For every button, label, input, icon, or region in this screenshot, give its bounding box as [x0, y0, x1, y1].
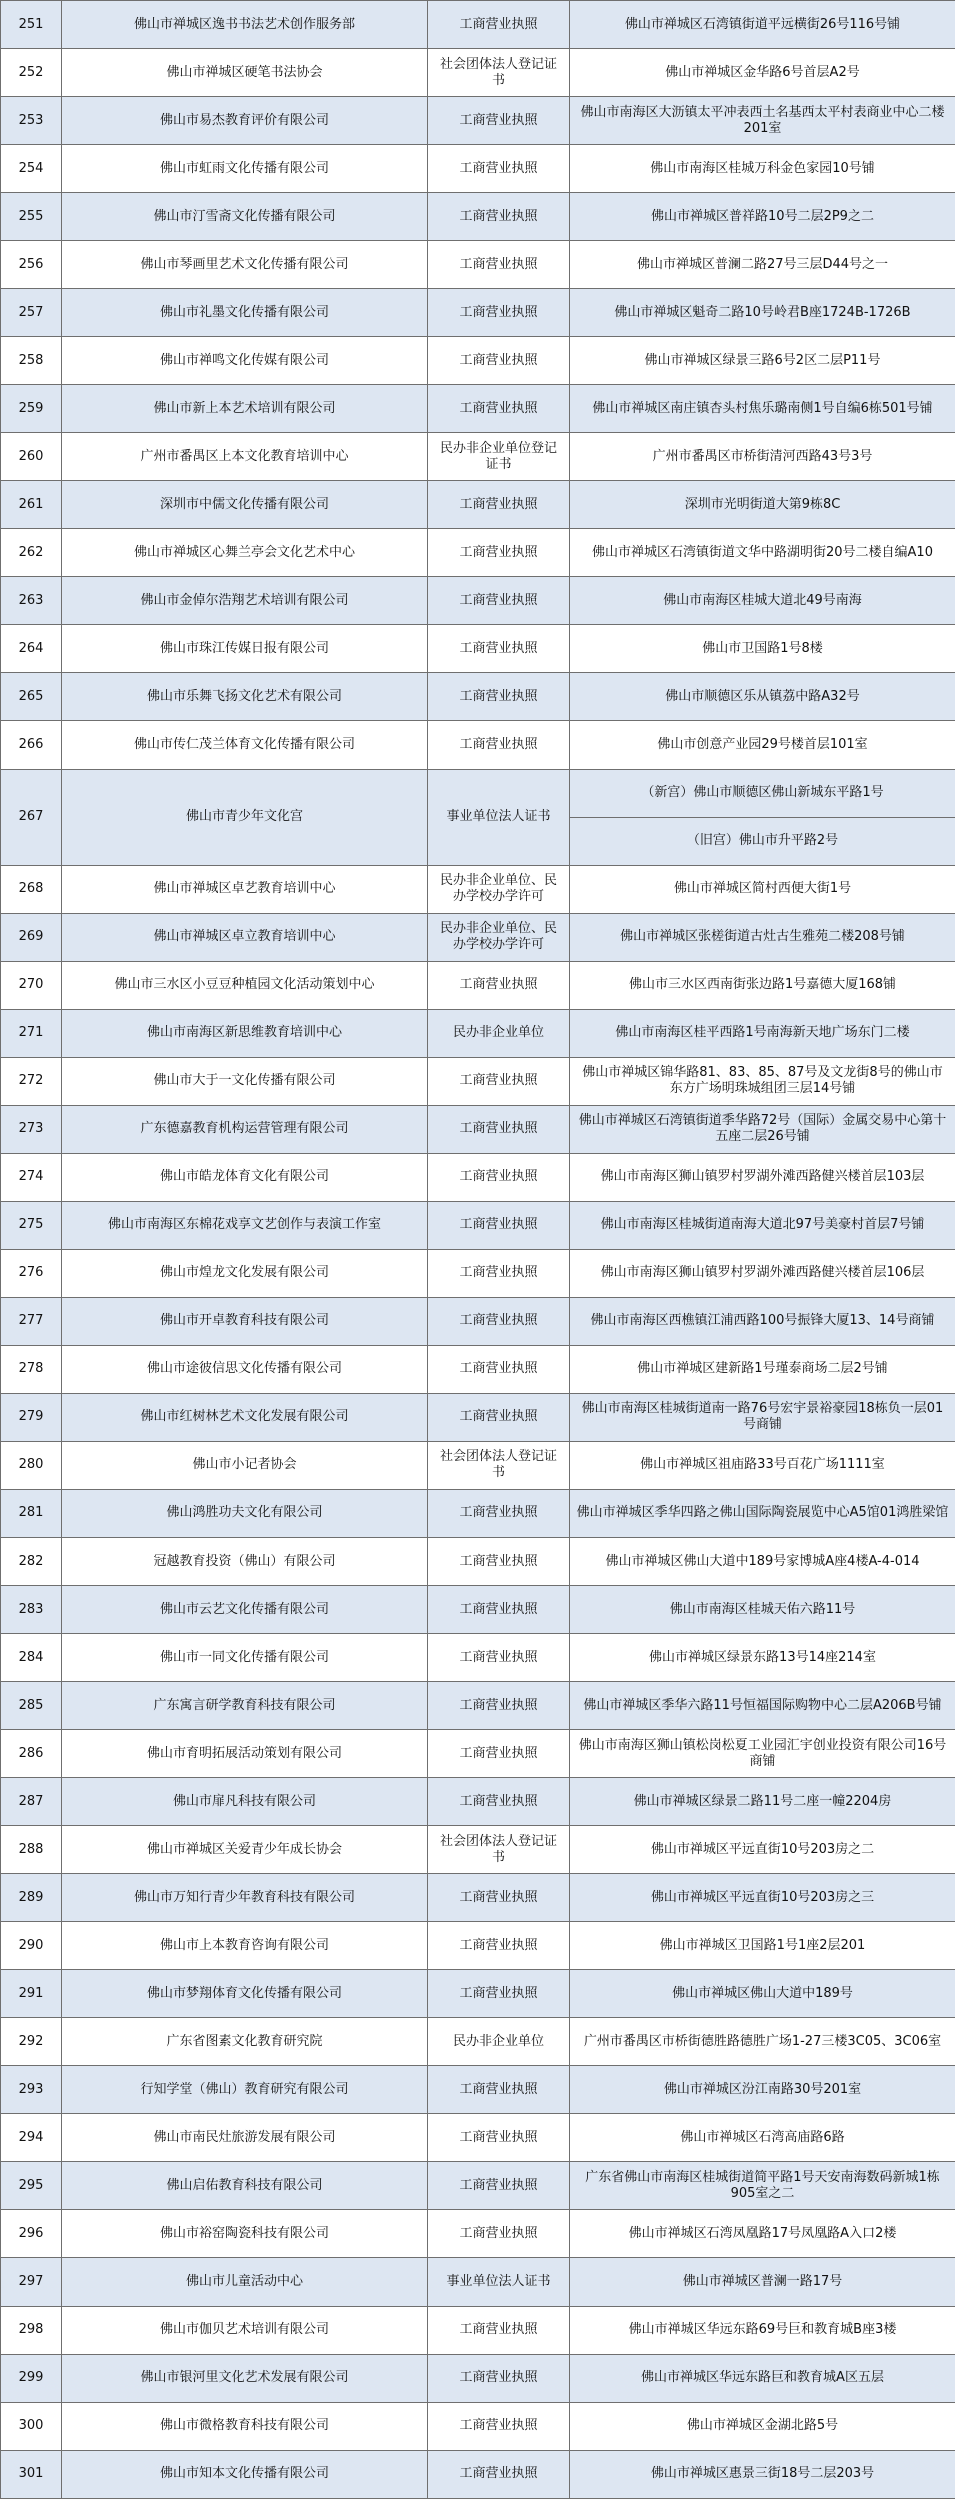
- row-number: 300: [1, 2402, 62, 2450]
- organization-name: 佛山市汀雪斋文化传播有限公司: [62, 193, 428, 241]
- license-type: 工商营业执照: [428, 193, 570, 241]
- organization-address: 佛山市南海区狮山镇罗村罗湖外滩西路健兴楼首层106层: [570, 1249, 955, 1297]
- table-row: [1, 1249, 955, 1297]
- license-type: 工商营业执照: [428, 1249, 570, 1297]
- license-type: 工商营业执照: [428, 337, 570, 385]
- organization-address: 佛山市禅城区平远直街10号203房之三: [570, 1874, 955, 1922]
- license-type: 工商营业执照: [428, 2354, 570, 2402]
- table-row: [1, 1393, 955, 1441]
- organization-address: 佛山市禅城区金华路6号首层A2号: [570, 49, 955, 97]
- table-row: [1, 1105, 955, 1153]
- organization-address: 佛山市南海区西樵镇江浦西路100号振锋大厦13、14号商铺: [570, 1297, 955, 1345]
- organization-address: 佛山市南海区桂城天佑六路11号: [570, 1586, 955, 1634]
- organization-address: 佛山市南海区桂城万科金色家园10号铺: [570, 145, 955, 193]
- organization-name: 佛山市禅城区逸书书法艺术创作服务部: [62, 1, 428, 49]
- table-row: [1, 1634, 955, 1682]
- row-number: 267: [1, 769, 62, 865]
- license-type: 工商营业执照: [428, 1634, 570, 1682]
- organization-address: 佛山市禅城区佛山大道中189号: [570, 1970, 955, 2018]
- row-number: 280: [1, 1441, 62, 1489]
- organization-name: 佛山市一同文化传播有限公司: [62, 1634, 428, 1682]
- row-number: 295: [1, 2162, 62, 2210]
- row-number: 272: [1, 1057, 62, 1105]
- row-number: 265: [1, 673, 62, 721]
- organization-address: 佛山市禅城区祖庙路33号百花广场1111室: [570, 1441, 955, 1489]
- table-row: [1, 433, 955, 481]
- organization-name: 深圳市中儒文化传播有限公司: [62, 481, 428, 529]
- organization-address: 佛山市禅城区华远东路巨和教育城A区五层: [570, 2354, 955, 2402]
- license-type: 民办非企业单位、民办学校办学许可: [428, 913, 570, 961]
- license-type: 工商营业执照: [428, 289, 570, 337]
- table-row: [1, 2114, 955, 2162]
- row-number: 284: [1, 1634, 62, 1682]
- row-number: 281: [1, 1489, 62, 1537]
- license-type: 工商营业执照: [428, 1586, 570, 1634]
- organization-address: 佛山市禅城区简村西便大街1号: [570, 865, 955, 913]
- row-number: 299: [1, 2354, 62, 2402]
- organization-address: 佛山市禅城区石湾高庙路6路: [570, 2114, 955, 2162]
- row-number: 268: [1, 865, 62, 913]
- license-type: 工商营业执照: [428, 2066, 570, 2114]
- table-row: [1, 481, 955, 529]
- organization-name: 佛山市开卓教育科技有限公司: [62, 1297, 428, 1345]
- row-number: 266: [1, 721, 62, 769]
- table-row: [1, 385, 955, 433]
- organization-address: 佛山市禅城区石湾镇街道季华路72号（国际）金属交易中心第十五座二层26号铺: [570, 1105, 955, 1153]
- organization-name: 佛山市传仁茂兰体育文化传播有限公司: [62, 721, 428, 769]
- organization-name: 佛山市云艺文化传播有限公司: [62, 1586, 428, 1634]
- row-number: 264: [1, 625, 62, 673]
- license-type: 工商营业执照: [428, 145, 570, 193]
- table-row: [1, 1009, 955, 1057]
- row-number: 293: [1, 2066, 62, 2114]
- row-number: 277: [1, 1297, 62, 1345]
- row-number: 292: [1, 2018, 62, 2066]
- row-number: 269: [1, 913, 62, 961]
- license-type: 工商营业执照: [428, 1874, 570, 1922]
- table-row: [1, 145, 955, 193]
- row-number: 260: [1, 433, 62, 481]
- row-number: 261: [1, 481, 62, 529]
- license-type: 工商营业执照: [428, 1682, 570, 1730]
- organization-address: 佛山市禅城区季华六路11号恒福国际购物中心二层A206B号铺: [570, 1682, 955, 1730]
- organization-name: 佛山市珠江传媒日报有限公司: [62, 625, 428, 673]
- row-number: 252: [1, 49, 62, 97]
- organization-address: 佛山市禅城区卫国路1号1座2层201: [570, 1922, 955, 1970]
- organization-address: 深圳市光明街道大第9栋8C: [570, 481, 955, 529]
- table-row: [1, 97, 955, 145]
- table-row: [1, 337, 955, 385]
- row-number: 253: [1, 97, 62, 145]
- organization-name: 佛山市扉凡科技有限公司: [62, 1778, 428, 1826]
- organization-name: 佛山市禅城区心舞兰亭会文化艺术中心: [62, 529, 428, 577]
- table-row: [1, 1441, 955, 1489]
- table-row: [1, 1201, 955, 1249]
- license-type: 工商营业执照: [428, 1057, 570, 1105]
- license-type: 工商营业执照: [428, 1393, 570, 1441]
- license-type: 工商营业执照: [428, 577, 570, 625]
- license-type: 工商营业执照: [428, 721, 570, 769]
- organization-address-secondary: （旧宫）佛山市升平路2号: [570, 817, 955, 865]
- organization-address: 佛山市禅城区张槎街道古灶古生雅苑二楼208号铺: [570, 913, 955, 961]
- table-row: [1, 2258, 955, 2306]
- organization-address: 佛山市禅城区季华四路之佛山国际陶瓷展览中心A5馆01鸿胜梁馆: [570, 1489, 955, 1537]
- table-row: [1, 577, 955, 625]
- table-row: [1, 1345, 955, 1393]
- organization-address: 佛山市禅城区惠景三街18号二层203号: [570, 2450, 955, 2498]
- organization-name: 佛山市南海区新思维教育培训中心: [62, 1009, 428, 1057]
- organization-name: 佛山市禅城区卓艺教育培训中心: [62, 865, 428, 913]
- row-number: 298: [1, 2306, 62, 2354]
- table-row: [1, 2306, 955, 2354]
- row-number: 291: [1, 1970, 62, 2018]
- row-number: 285: [1, 1682, 62, 1730]
- table-row: [1, 2402, 955, 2450]
- license-type: 工商营业执照: [428, 2402, 570, 2450]
- organization-address: 佛山市禅城区石湾镇街道平远横街26号116号铺: [570, 1, 955, 49]
- organization-address: 佛山市禅城区石湾镇街道文华中路湖明街20号二楼自编A10: [570, 529, 955, 577]
- organization-address: 佛山市禅城区普澜二路27号三层D44号之一: [570, 241, 955, 289]
- license-type: 事业单位法人证书: [428, 769, 570, 865]
- table-row: [1, 2162, 955, 2210]
- organization-name: 广州市番禺区上本文化教育培训中心: [62, 433, 428, 481]
- organization-address: 佛山市禅城区普澜一路17号: [570, 2258, 955, 2306]
- license-type: 工商营业执照: [428, 2306, 570, 2354]
- organization-name: 佛山市途彼信思文化传播有限公司: [62, 1345, 428, 1393]
- organization-name: 佛山市虹雨文化传播有限公司: [62, 145, 428, 193]
- organization-address: 佛山市南海区狮山镇罗村罗湖外滩西路健兴楼首层103层: [570, 1153, 955, 1201]
- organization-name: 佛山市南海区东棉花戏享文艺创作与表演工作室: [62, 1201, 428, 1249]
- table-row: [1, 1586, 955, 1634]
- organization-address: 佛山市南海区狮山镇松岗松夏工业园汇宇创业投资有限公司16号商铺: [570, 1730, 955, 1778]
- organization-name: 广东寓言研学教育科技有限公司: [62, 1682, 428, 1730]
- license-type: 社会团体法人登记证书: [428, 49, 570, 97]
- table-row: [1, 865, 955, 913]
- license-type: 工商营业执照: [428, 1345, 570, 1393]
- license-type: 工商营业执照: [428, 241, 570, 289]
- organization-address: 佛山市创意产业园29号楼首层101室: [570, 721, 955, 769]
- row-number: 289: [1, 1874, 62, 1922]
- row-number: 297: [1, 2258, 62, 2306]
- organization-name: 佛山市知本文化传播有限公司: [62, 2450, 428, 2498]
- table-row: [1, 49, 955, 97]
- organization-address: 佛山市禅城区建新路1号瑾泰商场二层2号铺: [570, 1345, 955, 1393]
- row-number: 296: [1, 2210, 62, 2258]
- table-row: [1, 2018, 955, 2066]
- organization-address: 广州市番禺区市桥街德胜路德胜广场1-27三楼3C05、3C06室: [570, 2018, 955, 2066]
- organization-name: 佛山市皓龙体育文化有限公司: [62, 1153, 428, 1201]
- row-number: 255: [1, 193, 62, 241]
- table-row: [1, 913, 955, 961]
- row-number: 288: [1, 1826, 62, 1874]
- organization-name: 佛山启佑教育科技有限公司: [62, 2162, 428, 2210]
- organization-address: 佛山市禅城区普祥路10号二层2P9之二: [570, 193, 955, 241]
- organization-name: 广东德嘉教育机构运营管理有限公司: [62, 1105, 428, 1153]
- table-row: [1, 289, 955, 337]
- organization-name: 佛山市乐舞飞扬文化艺术有限公司: [62, 673, 428, 721]
- table-row: [1, 2450, 955, 2498]
- license-type: 工商营业执照: [428, 673, 570, 721]
- row-number: 262: [1, 529, 62, 577]
- license-type: 工商营业执照: [428, 1153, 570, 1201]
- license-type: 民办非企业单位登记证书: [428, 433, 570, 481]
- table-row: [1, 1, 955, 49]
- organization-address: 广东省佛山市南海区桂城街道简平路1号天安南海数码新城1栋905室之二: [570, 2162, 955, 2210]
- license-type: 工商营业执照: [428, 1778, 570, 1826]
- license-type: 工商营业执照: [428, 1922, 570, 1970]
- organization-name: 佛山市禅城区卓立教育培训中心: [62, 913, 428, 961]
- organization-address: （新宫）佛山市顺德区佛山新城东平路1号: [570, 769, 955, 817]
- organization-name: 佛山市微格教育科技有限公司: [62, 2402, 428, 2450]
- table-row: [1, 2066, 955, 2114]
- organization-name: 佛山市禅鸣文化传媒有限公司: [62, 337, 428, 385]
- organization-name: 佛山市三水区小豆豆种植园文化活动策划中心: [62, 961, 428, 1009]
- table-row: [1, 1489, 955, 1537]
- row-number: 270: [1, 961, 62, 1009]
- table-row: [1, 2354, 955, 2402]
- organization-name: 佛山市儿童活动中心: [62, 2258, 428, 2306]
- organization-name: 行知学堂（佛山）教育研究有限公司: [62, 2066, 428, 2114]
- row-number: 275: [1, 1201, 62, 1249]
- table-row: [1, 1778, 955, 1826]
- license-type: 工商营业执照: [428, 625, 570, 673]
- organization-address: 佛山市禅城区平远直街10号203房之二: [570, 1826, 955, 1874]
- organization-address: 佛山市南海区大沥镇太平冲表西土名基西太平村表商业中心二楼201室: [570, 97, 955, 145]
- organization-name: 冠越教育投资（佛山）有限公司: [62, 1538, 428, 1586]
- organization-address: 佛山市禅城区南庄镇杏头村焦乐璐南侧1号自编6栋501号铺: [570, 385, 955, 433]
- row-number: 263: [1, 577, 62, 625]
- license-type: 工商营业执照: [428, 1297, 570, 1345]
- row-number: 259: [1, 385, 62, 433]
- organization-address: 佛山市禅城区锦华路81、83、85、87号及文龙街8号的佛山市东方广场明珠城组团三层14号铺: [570, 1057, 955, 1105]
- organization-address: 佛山市南海区桂城大道北49号南海: [570, 577, 955, 625]
- license-type: 民办非企业单位、民办学校办学许可: [428, 865, 570, 913]
- license-type: 工商营业执照: [428, 1970, 570, 2018]
- organization-name: 佛山市万知行青少年教育科技有限公司: [62, 1874, 428, 1922]
- table-row: [1, 1922, 955, 1970]
- row-number: 282: [1, 1538, 62, 1586]
- organization-name: 佛山市南民灶旅游发展有限公司: [62, 2114, 428, 2162]
- table-row: [1, 1730, 955, 1778]
- table-row: [1, 721, 955, 769]
- organization-name: 佛山市青少年文化宫: [62, 769, 428, 865]
- organization-name: 佛山市梦翔体育文化传播有限公司: [62, 1970, 428, 2018]
- license-type: 工商营业执照: [428, 1730, 570, 1778]
- table-row: [1, 625, 955, 673]
- table-row: [1, 769, 955, 817]
- table-row: [1, 1297, 955, 1345]
- row-number: 254: [1, 145, 62, 193]
- license-type: 工商营业执照: [428, 2162, 570, 2210]
- organization-address: 佛山市禅城区华远东路69号巨和教育城B座3楼: [570, 2306, 955, 2354]
- row-number: 283: [1, 1586, 62, 1634]
- table-row: [1, 1153, 955, 1201]
- organization-address: 佛山市卫国路1号8楼: [570, 625, 955, 673]
- table-row: [1, 193, 955, 241]
- license-type: 工商营业执照: [428, 97, 570, 145]
- organization-name: 佛山市易杰教育评价有限公司: [62, 97, 428, 145]
- organization-address: 佛山市禅城区绿景三路6号2区二层P11号: [570, 337, 955, 385]
- row-number: 273: [1, 1105, 62, 1153]
- organization-name: 佛山市裕窑陶瓷科技有限公司: [62, 2210, 428, 2258]
- row-number: 290: [1, 1922, 62, 1970]
- table-row: [1, 1970, 955, 2018]
- license-type: 工商营业执照: [428, 1538, 570, 1586]
- row-number: 287: [1, 1778, 62, 1826]
- row-number: 251: [1, 1, 62, 49]
- license-type: 工商营业执照: [428, 1201, 570, 1249]
- organization-name: 佛山市禅城区硬笔书法协会: [62, 49, 428, 97]
- organization-name: 佛山市小记者协会: [62, 1441, 428, 1489]
- organization-name: 广东省图素文化教育研究院: [62, 2018, 428, 2066]
- row-number: 276: [1, 1249, 62, 1297]
- organization-address: 佛山市南海区桂城街道南海大道北97号美豪村首层7号铺: [570, 1201, 955, 1249]
- organization-address: 佛山市禅城区金湖北路5号: [570, 2402, 955, 2450]
- row-number: 257: [1, 289, 62, 337]
- table-row: [1, 1538, 955, 1586]
- row-number: 271: [1, 1009, 62, 1057]
- organization-address: 佛山市三水区西南街张边路1号嘉德大厦168铺: [570, 961, 955, 1009]
- license-type: 工商营业执照: [428, 2210, 570, 2258]
- license-type: 民办非企业单位: [428, 1009, 570, 1057]
- row-number: 258: [1, 337, 62, 385]
- organization-address: 佛山市禅城区汾江南路30号201室: [570, 2066, 955, 2114]
- row-number: 286: [1, 1730, 62, 1778]
- license-type: 民办非企业单位: [428, 2018, 570, 2066]
- license-type: 工商营业执照: [428, 1105, 570, 1153]
- organization-name: 佛山市琴画里艺术文化传播有限公司: [62, 241, 428, 289]
- organization-address: 佛山市南海区桂城街道南一路76号宏宇景裕豪园18栋负一层01号商铺: [570, 1393, 955, 1441]
- table-row: [1, 673, 955, 721]
- row-number: 256: [1, 241, 62, 289]
- license-type: 工商营业执照: [428, 961, 570, 1009]
- row-number: 278: [1, 1345, 62, 1393]
- organization-name: 佛山市金倬尔浩翔艺术培训有限公司: [62, 577, 428, 625]
- row-number: 274: [1, 1153, 62, 1201]
- license-type: 工商营业执照: [428, 2450, 570, 2498]
- row-number: 294: [1, 2114, 62, 2162]
- organization-address: 佛山市顺德区乐从镇荔中路A32号: [570, 673, 955, 721]
- license-type: 工商营业执照: [428, 481, 570, 529]
- license-type: 社会团体法人登记证书: [428, 1441, 570, 1489]
- row-number: 301: [1, 2450, 62, 2498]
- table-row: [1, 961, 955, 1009]
- license-type: 工商营业执照: [428, 1489, 570, 1537]
- table-row: [1, 2210, 955, 2258]
- license-type: 工商营业执照: [428, 1, 570, 49]
- organization-name: 佛山市禅城区关爱青少年成长协会: [62, 1826, 428, 1874]
- license-type: 社会团体法人登记证书: [428, 1826, 570, 1874]
- organization-name: 佛山市大于一文化传播有限公司: [62, 1057, 428, 1105]
- organization-name: 佛山市上本教育咨询有限公司: [62, 1922, 428, 1970]
- row-number: 279: [1, 1393, 62, 1441]
- organization-name: 佛山市育明拓展活动策划有限公司: [62, 1730, 428, 1778]
- organization-address: 广州市番禺区市桥街清河西路43号3号: [570, 433, 955, 481]
- organization-address: 佛山市南海区桂平西路1号南海新天地广场东门二楼: [570, 1009, 955, 1057]
- license-type: 工商营业执照: [428, 385, 570, 433]
- table-body: [1, 1, 955, 2499]
- table-row: [1, 1874, 955, 1922]
- table-row: [1, 1682, 955, 1730]
- table-row: [1, 529, 955, 577]
- organization-name: 佛山鸿胜功夫文化有限公司: [62, 1489, 428, 1537]
- organization-name: 佛山市礼墨文化传播有限公司: [62, 289, 428, 337]
- organization-address: 佛山市禅城区石湾凤凰路17号凤凰路A入口2楼: [570, 2210, 955, 2258]
- organization-address: 佛山市禅城区绿景东路13号14座214室: [570, 1634, 955, 1682]
- organization-address: 佛山市禅城区绿景二路11号二座一幢2204房: [570, 1778, 955, 1826]
- organization-name: 佛山市新上本艺术培训有限公司: [62, 385, 428, 433]
- table-row: [1, 1057, 955, 1105]
- table-row: [1, 1826, 955, 1874]
- license-type: 工商营业执照: [428, 2114, 570, 2162]
- table-row: [1, 241, 955, 289]
- organization-name: 佛山市伽贝艺术培训有限公司: [62, 2306, 428, 2354]
- organization-name: 佛山市煌龙文化发展有限公司: [62, 1249, 428, 1297]
- license-type: 事业单位法人证书: [428, 2258, 570, 2306]
- organization-name: 佛山市银河里文化艺术发展有限公司: [62, 2354, 428, 2402]
- license-type: 工商营业执照: [428, 529, 570, 577]
- organization-address: 佛山市禅城区魁奇二路10号岭君B座1724B-1726B: [570, 289, 955, 337]
- organization-address: 佛山市禅城区佛山大道中189号家博城A座4楼A-4-014: [570, 1538, 955, 1586]
- organization-name: 佛山市红树林艺术文化发展有限公司: [62, 1393, 428, 1441]
